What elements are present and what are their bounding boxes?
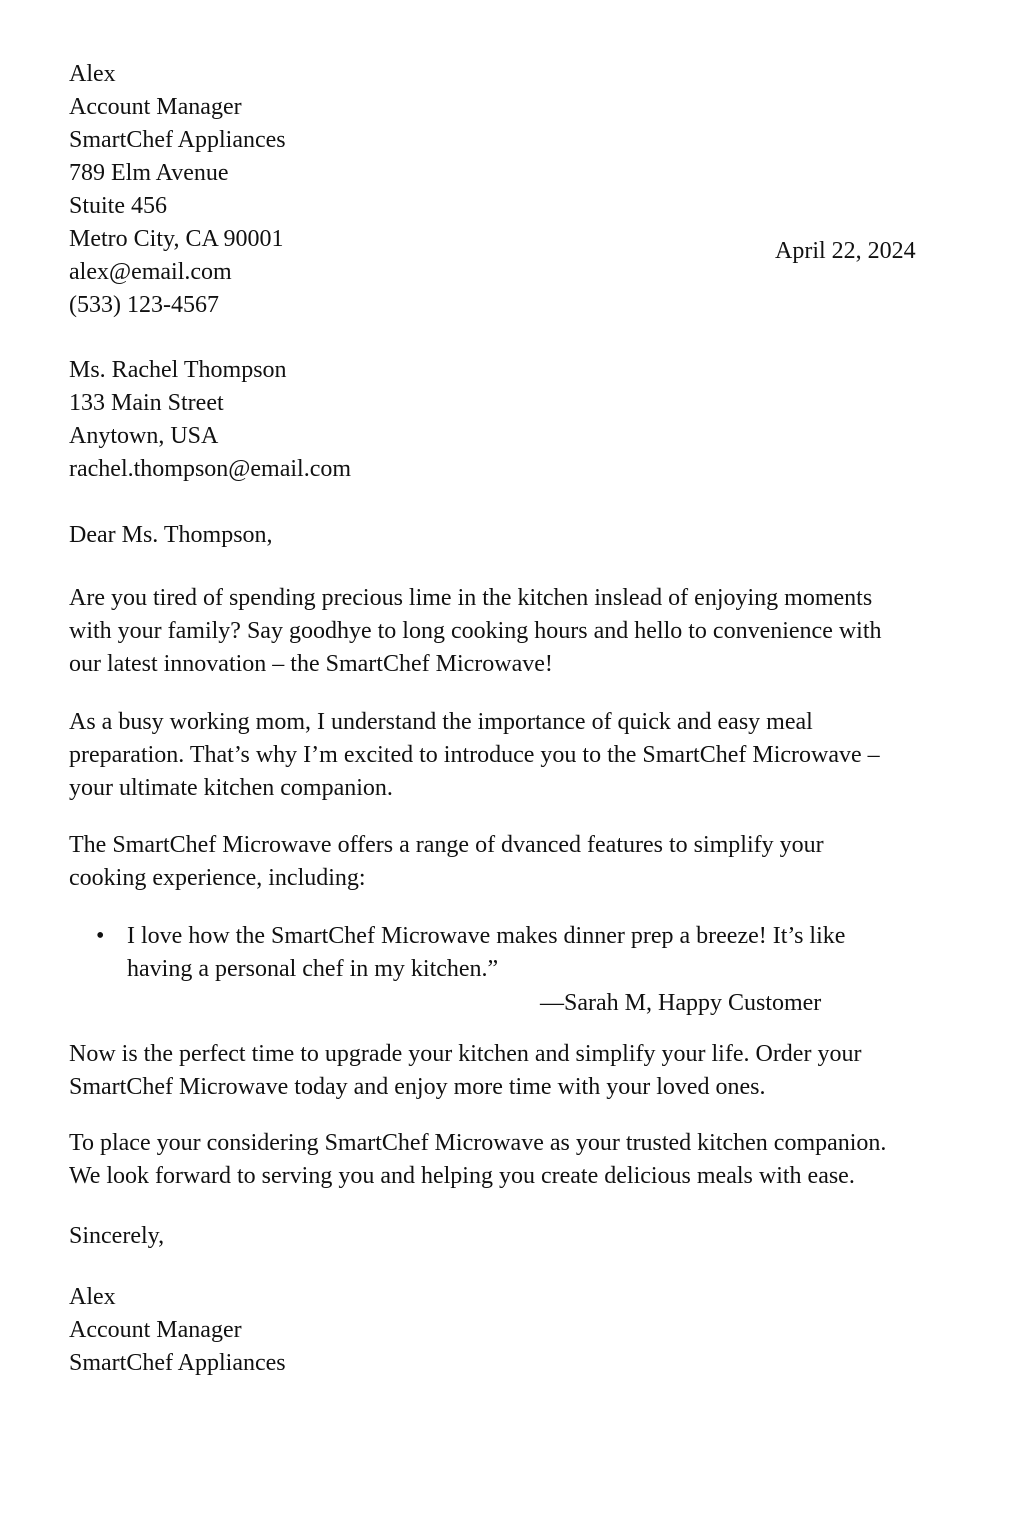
sender-block [69, 58, 286, 322]
sender-city: Metro City, CA 90001 [69, 226, 284, 252]
recipient-street: 133 Main Street [69, 390, 224, 416]
body-paragraph-4 [69, 1038, 861, 1104]
body-paragraph-2 [69, 706, 880, 805]
paragraph-line: As a busy working mom, I understand the importance of quick and easy meal [69, 709, 813, 735]
sender-company: SmartChef Appliances [69, 127, 286, 153]
testimonial-attribution: —Sarah M, Happy Customer [540, 990, 822, 1016]
recipient-name: Ms. Rachel Thompson [69, 357, 287, 383]
sender-email: alex@email.com [69, 259, 232, 285]
signature-title: Account Manager [69, 1317, 242, 1343]
sender-suite: Stuite 456 [69, 193, 168, 219]
paragraph-line: your ultimate kitchen companion. [69, 775, 393, 801]
paragraph-line: preparation. That’s why I’m excited to introduce you to the SmartChef Microwave – [69, 742, 880, 768]
body-paragraph-3 [69, 829, 824, 895]
sender-name: Alex [69, 61, 116, 87]
quote-line: I love how the SmartChef Microwave makes dinner prep a breeze! It’s like [127, 923, 846, 949]
paragraph-line: with your family? Say goodhye to long cooking hours and hello to convenience with [69, 618, 882, 644]
recipient-email: rachel.thompson@email.com [69, 456, 352, 482]
bullet-marker: • [96, 923, 105, 949]
sender-title: Account Manager [69, 94, 242, 120]
recipient-block [69, 354, 351, 486]
body-paragraph-1 [69, 582, 882, 681]
signature-block [69, 1281, 286, 1380]
paragraph-line: Are you tired of spending precious lime in the kitchen inslead of enjoying moments [69, 585, 873, 611]
testimonial-quote [127, 920, 845, 986]
signature-company: SmartChef Appliances [69, 1350, 286, 1376]
recipient-city: Anytown, USA [69, 423, 219, 449]
paragraph-line: cooking experience, including: [69, 865, 366, 891]
paragraph-line: Now is the perfect time to upgrade your kitchen and simplify your life. Order your [69, 1041, 862, 1067]
letter-date: April 22, 2024 [775, 238, 916, 264]
sender-phone: (533) 123-4567 [69, 292, 219, 318]
signature-name: Alex [69, 1284, 116, 1310]
paragraph-line: SmartChef Microwave today and enjoy more time with your loved ones. [69, 1074, 766, 1100]
body-paragraph-5 [69, 1127, 886, 1193]
paragraph-line: our latest innovation – the SmartChef Microwave! [69, 651, 553, 677]
paragraph-line: The SmartChef Microwave offers a range of dvanced features to simplify your [69, 832, 824, 858]
quote-line: having a personal chef in my kitchen.” [127, 956, 499, 982]
paragraph-line: To place your considering SmartChef Microwave as your trusted kitchen companion. [69, 1130, 887, 1156]
paragraph-line: We look forward to serving you and helping you create delicious meals with ease. [69, 1163, 855, 1189]
sender-street: 789 Elm Avenue [69, 160, 229, 186]
closing: Sincerely, [69, 1223, 165, 1249]
salutation: Dear Ms. Thompson, [69, 522, 273, 548]
